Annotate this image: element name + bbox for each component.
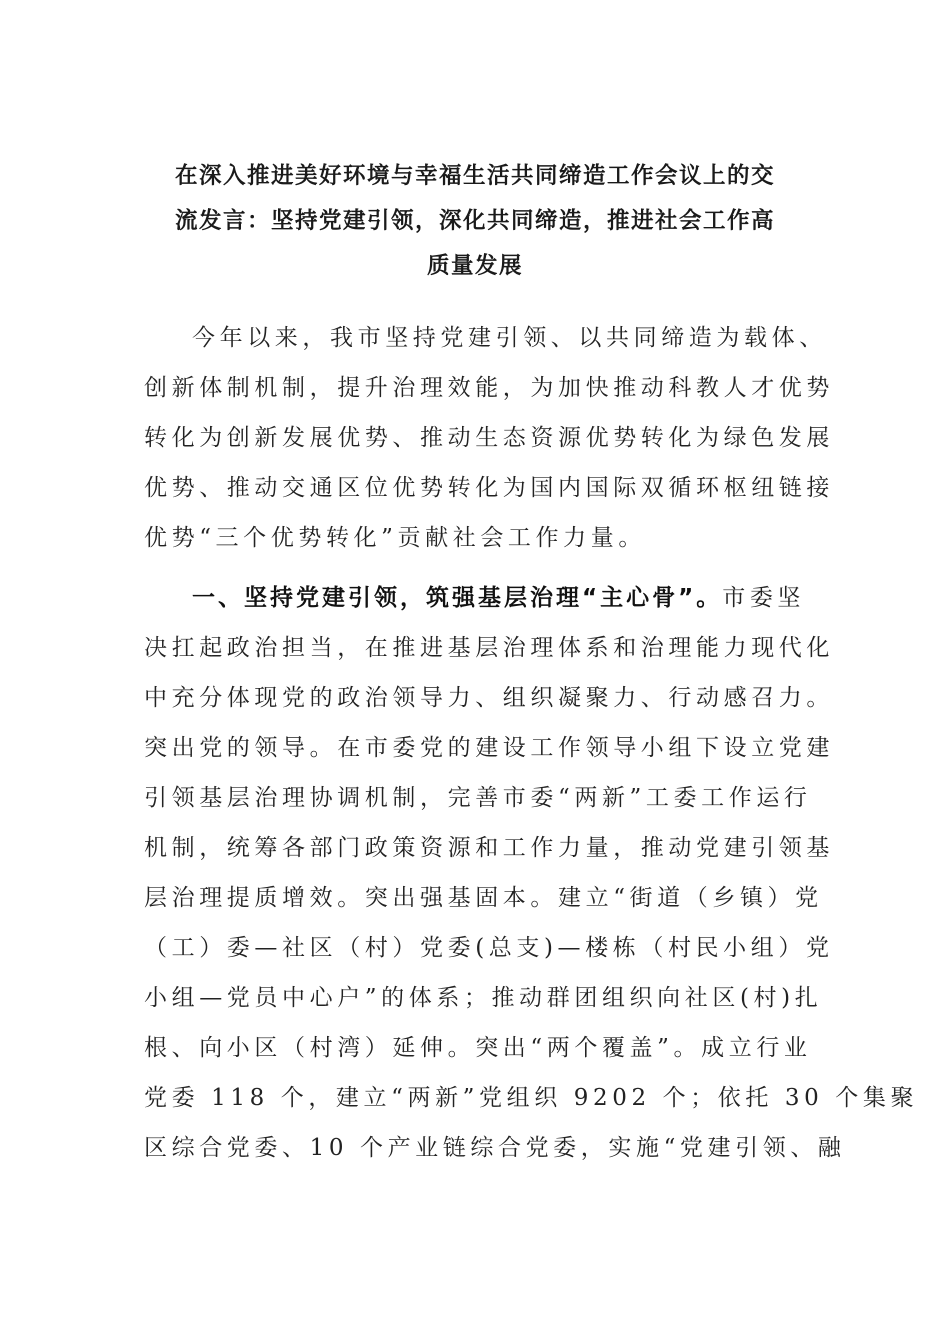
paragraph-line: （工）委—社区（村）党委(总支)—楼栋（村民小组）党 <box>144 935 834 961</box>
title-line: 在深入推进美好环境与幸福生活共同缔造工作会议上的交 <box>174 163 775 189</box>
paragraph-line: 层治理提质增效。突出强基固本。建立“街道（乡镇）党 <box>144 885 823 911</box>
document-title <box>150 154 800 289</box>
title-line: 流发言：坚持党建引领，深化共同缔造，推进社会工作高 <box>174 208 775 234</box>
section-1-heading-continuation: 市委坚 <box>722 585 806 611</box>
paragraph-line: 今年以来，我市坚持党建引领、以共同缔造为载体、 <box>192 325 827 351</box>
paragraph-line: 突出党的领导。在市委党的建设工作领导小组下设立党建 <box>144 735 834 761</box>
section-1-heading: 一、坚持党建引领，筑强基层治理“主心骨”。 <box>192 585 723 611</box>
paragraph-line: 引领基层治理协调机制，完善市委“两新”工委工作运行 <box>144 785 812 811</box>
paragraph-line: 区综合党委、10 个产业链综合党委，实施“党建引领、融 <box>144 1135 846 1161</box>
paragraph-line: 转化为创新发展优势、推动生态资源优势转化为绿色发展 <box>144 425 834 451</box>
paragraph-line: 优势“三个优势转化”贡献社会工作力量。 <box>144 525 646 551</box>
section-1-first-line <box>144 573 814 623</box>
paragraph-line: 优势、推动交通区位优势转化为国内国际双循环枢纽链接 <box>144 475 834 501</box>
section-1-paragraph <box>144 573 919 1173</box>
paragraph-line: 中充分体现党的政治领导力、组织凝聚力、行动感召力。 <box>144 685 834 711</box>
paragraph-line: 根、向小区（村湾）延伸。突出“两个覆盖”。成立行业 <box>144 1035 812 1061</box>
paragraph-line: 创新体制机制，提升治理效能，为加快推动科教人才优势 <box>144 375 834 401</box>
paragraph-line: 机制，统筹各部门政策资源和工作力量，推动党建引领基 <box>144 835 834 861</box>
title-line: 质量发展 <box>426 253 523 279</box>
paragraph-line: 小组—党员中心户”的体系；推动群团组织向社区(村)扎 <box>144 985 823 1011</box>
paragraph-line: 党委 118 个，建立“两新”党组织 9202 个；依托 30 个集聚 <box>144 1085 919 1111</box>
paragraph-line: 决扛起政治担当，在推进基层治理体系和治理能力现代化 <box>144 635 834 661</box>
intro-paragraph <box>144 313 834 563</box>
